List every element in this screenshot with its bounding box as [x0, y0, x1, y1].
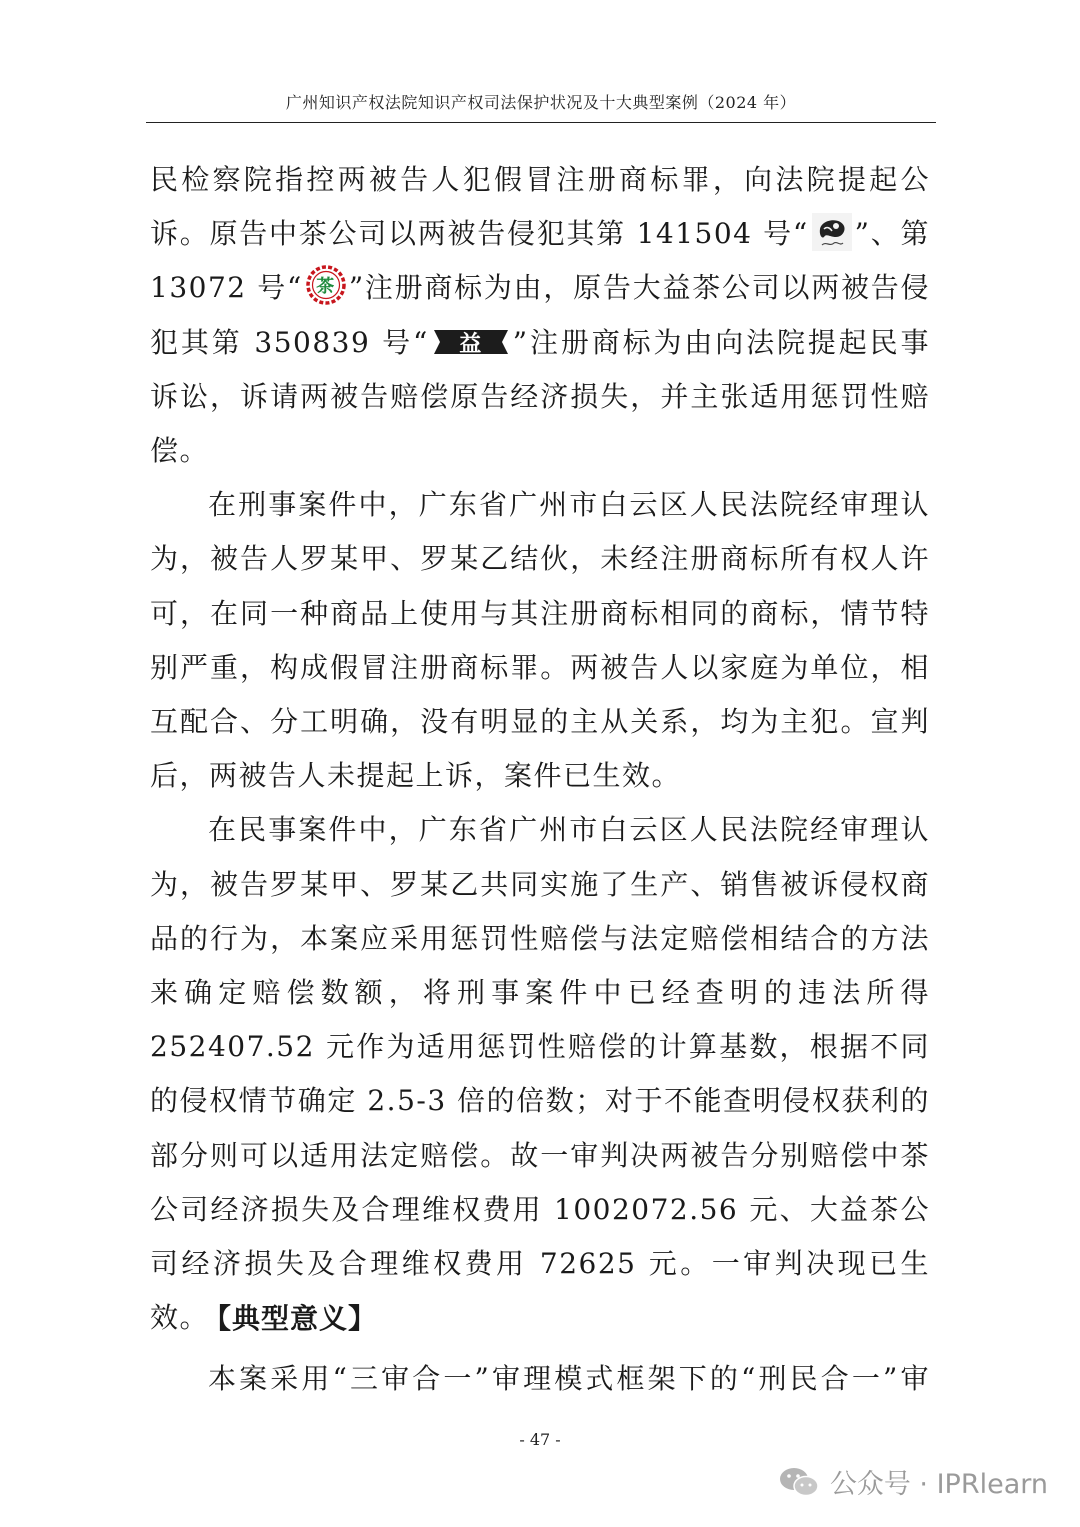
- watermark-text: 公众号 · IPRlearn: [829, 1469, 1048, 1500]
- running-header: 广州知识产权法院知识产权司法保护状况及十大典型案例（2024 年）: [285, 93, 797, 112]
- paragraph-1-part-1: 民检察院指控两被告人犯假冒注册商标罪，向法院提起公诉。原告中茶公司以两被告侵犯其第 141504 号“: [150, 163, 930, 251]
- paragraph-1-part-3: ”注册商标为由，原告大益茶公司以两被告侵犯其第 350839 号“: [150, 271, 930, 359]
- trademark-tea-char: 茶: [316, 276, 336, 298]
- watermark: [778, 1462, 1048, 1501]
- paragraph-1: [150, 153, 930, 478]
- paragraph-1-part-4: ”注册商标为由向法院提起民事诉讼，诉请两被告赔偿原告经济损失，并主张适用惩罚性赔偿。: [150, 325, 930, 468]
- paragraph-3: 在民事案件中，广东省广州市白云区人民法院经审理认为，被告罗某甲、罗某乙共同实施了生产、销售被诉侵权商品的行为，本案应采用惩罚性赔偿与法定赔偿相结合的方法来确定赔偿数额，将刑事案件中已经查明的违法所得 252407.52 元作为适用惩罚性赔偿的计算基数，根据不同的侵权情节确定 2.5-3 倍的倍数；对于不能查明侵权获利的部分则可以适用法定赔偿。故一审判决两被告分别赔偿中茶公司经济损失及合理维权费用 1002072.56 元、大益茶公司经济损失及合理维权费用 72625 元。一审判决现已生效。: [150, 813, 930, 1335]
- document-body: [150, 153, 930, 1345]
- trademark-13072-icon: [306, 265, 346, 305]
- trademark-350839-icon: [432, 326, 510, 358]
- wechat-icon: [778, 1465, 820, 1499]
- paragraph-2: 在刑事案件中，广东省广州市白云区人民法院经审理认为，被告人罗某甲、罗某乙结伙，未经注册商标所有权人许可，在同一种商品上使用与其注册商标相同的商标，情节特别严重，构成假冒注册商标罪。两被告人以家庭为单位，相互配合、分工明确，没有明显的主从关系，均为主犯。宣判后，两被告人未提起上诉，案件已生效。: [150, 488, 930, 793]
- trademark-141504-icon: [812, 213, 852, 251]
- section-heading: 【典型意义】: [203, 1302, 378, 1335]
- section-paragraph: 本案采用“三审合一”审理模式框架下的“刑民合一”审: [208, 1362, 930, 1395]
- header-divider: [146, 122, 936, 123]
- paragraph-1-part-2: ”、第 13072 号“: [150, 217, 930, 305]
- trademark-yi-char: 益: [459, 331, 483, 357]
- page-number: - 47 -: [519, 1430, 561, 1449]
